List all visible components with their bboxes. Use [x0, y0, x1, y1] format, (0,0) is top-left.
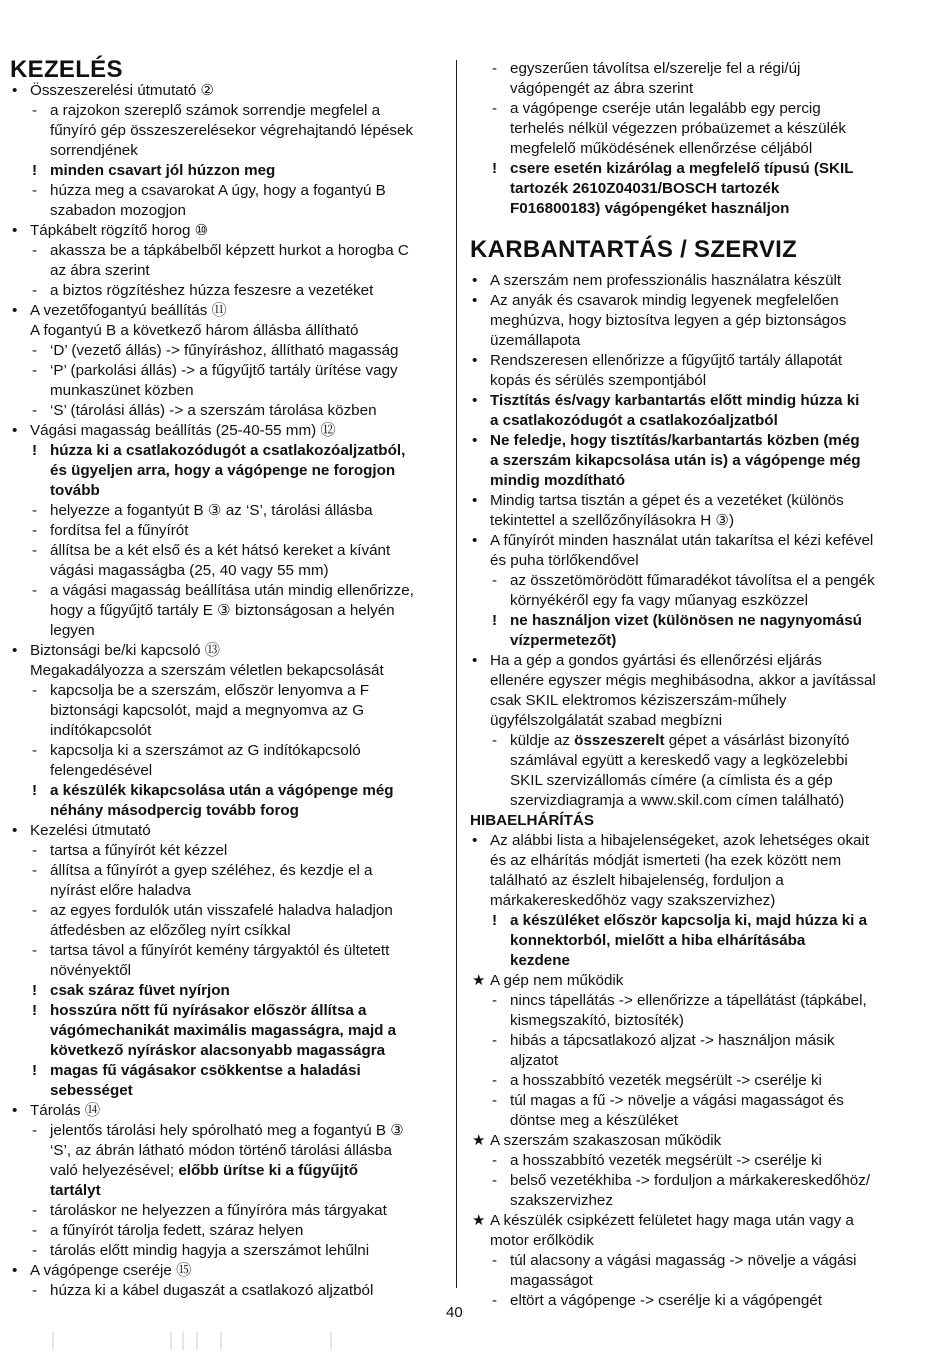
line-text: a szerszám kikapcsolása után is) a vágópenge még [490, 452, 861, 469]
line-text: konnektorból, mielőtt a hiba elhárításába [510, 932, 806, 949]
bullet-icon: • [12, 222, 18, 239]
line-text: kopás és sérülés szempontjából [490, 372, 707, 389]
dash-mark: - [32, 502, 38, 519]
page-number: 40 [446, 1304, 463, 1321]
warning-mark: ! [492, 912, 498, 929]
line-text: állítsa a fűnyírót a gyep széléhez, és kezdje el a [50, 862, 373, 879]
bullet-icon: • [472, 292, 478, 309]
line-text: Kezelési útmutató [30, 822, 151, 839]
line-text: A vezetőfogantyú beállítás ⑪ [30, 302, 227, 319]
dash-mark: - [32, 862, 38, 879]
line-text: ellenére egyszer mégis meghibásodna, akkor a javítással [490, 672, 876, 689]
line-text: a készülék kikapcsolása után a vágópenge még [50, 782, 394, 799]
line-text: biztonsági kapcsolót, majd a megnyomva az G [50, 702, 365, 719]
line-text: a fűnyírót tárolja fedett, száraz helyen [50, 1222, 304, 1239]
line-text: számlával együtt a kereskedő vagy a legközelebbi [510, 752, 848, 769]
dash-mark: - [492, 1172, 498, 1189]
line-text: fordítsa fel a fűnyírót [50, 522, 189, 539]
line-text: húzza ki a kábel dugaszát a csatlakozó aljzatból [50, 1282, 374, 1299]
footer-mark [170, 1332, 172, 1350]
line-text: tartsa a fűnyírót két kézzel [50, 842, 228, 859]
bullet-icon: • [12, 1262, 18, 1279]
line-text: Tisztítás és/vagy karbantartás előtt mindig húzza ki [490, 392, 860, 409]
dash-mark: - [32, 1242, 38, 1259]
bold-span: előbb ürítse ki a fűgyűjtő [178, 1162, 359, 1179]
line-text: eltört a vágópenge -> cserélje ki a vágópengét [510, 1292, 822, 1309]
line-text: túl alacsony a vágási magasság -> növelje a vágási [510, 1252, 857, 1269]
line-text: sorrendjének [50, 142, 138, 159]
dash-mark: - [32, 282, 38, 299]
line-text: található az észlelt hibajelenség, forduljon a [490, 872, 784, 889]
line-text: A gép nem működik [490, 972, 624, 989]
bullet-icon: • [12, 642, 18, 659]
line-text: felengedésével [50, 762, 153, 779]
column-divider [456, 60, 457, 1288]
warning-mark: ! [32, 982, 38, 999]
line-text: az ábra szerint [50, 262, 150, 279]
line-text: állítsa be a két első és a két hátsó kereket a kívánt [50, 542, 391, 559]
line-text: tartozék 2610Z04031/BOSCH tartozék [510, 180, 780, 197]
line-text: vízpermetezőt) [510, 632, 617, 649]
dash-mark: - [32, 542, 38, 559]
line-text: indítókapcsolót [50, 722, 152, 739]
dash-mark: - [492, 1292, 498, 1309]
warning-mark: ! [32, 442, 38, 459]
warning-mark: ! [32, 782, 38, 799]
section-title-karbantartas: KARBANTARTÁS / SZERVIZ [470, 236, 798, 263]
dash-mark: - [32, 1122, 38, 1139]
dash-mark: - [32, 942, 38, 959]
line-text: A szerszám szakaszosan működik [490, 1132, 722, 1149]
dash-mark: - [32, 402, 38, 419]
line-text: a hosszabbító vezeték megsérült -> cserélje ki [510, 1072, 822, 1089]
line-text: ‘D’ (vezető állás) -> fűnyíráshoz, állítható magasság [50, 342, 399, 359]
star-icon: ★ [472, 1132, 486, 1149]
line-text: szabadon mozogjon [50, 202, 186, 219]
footer-mark [52, 1332, 54, 1350]
line-text: megfelelő működésének ellenőrzése céljából [510, 140, 813, 157]
line-text: a vágópenge cseréje után legalább egy percig [510, 100, 821, 117]
line-text: hogy a fűgyűjtő tartály E ③ biztonságosan a helyén [50, 602, 395, 619]
line-text: tartályt [50, 1182, 101, 1199]
bullet-icon: • [472, 352, 478, 369]
line-text: ‘S’, az ábrán látható módon történő tárolási állásba [50, 1142, 392, 1159]
line-text: ne használjon vizet (különösen ne nagynyomású [510, 612, 862, 629]
line-text: A vágópenge cseréje ⑮ [30, 1262, 192, 1279]
footer-mark [182, 1332, 184, 1350]
dash-mark: - [32, 362, 38, 379]
line-text: vágópengét az ábra szerint [510, 80, 694, 97]
line-text: hosszúra nőtt fű nyírásakor először állítsa a [50, 1002, 367, 1019]
line-text: tárolás előtt mindig hagyja a szerszámot lehűlni [50, 1242, 370, 1259]
dash-mark: - [32, 902, 38, 919]
line-text: és az elhárítás módját ismerteti (ha ezek között nem [490, 852, 842, 869]
line-text: csere esetén kizárólag a megfelelő típusú (SKIL [510, 160, 854, 177]
line-text: ‘P’ (parkolási állás) -> a fűgyűjtő tartály ürítése vagy [50, 362, 398, 379]
line-text: kapcsolja be a szerszám, először lenyomva a F [50, 682, 370, 699]
line-text: tekintettel a szellőzőnyílásokra H ③) [490, 512, 735, 529]
dash-mark: - [32, 1222, 38, 1239]
line-text: döntse meg a készüléket [510, 1112, 679, 1129]
dash-mark: - [492, 992, 498, 1009]
line-text: legyen [50, 622, 95, 639]
dash-mark: - [492, 1252, 498, 1269]
line-text: a rajzokon szereplő számok sorrendje megfelel a [50, 102, 381, 119]
line-text: A készülék csipkézett felületet hagy maga után vagy a [490, 1212, 854, 1229]
line-text: tartsa távol a fűnyírót kemény tárgyaktól és ültetett [50, 942, 390, 959]
line-text: vágási magasságba (25, 40 vagy 55 mm) [50, 562, 329, 579]
star-icon: ★ [472, 1212, 486, 1229]
line-text: húzza ki a csatlakozódugót a csatlakozóaljzatból, [50, 442, 406, 459]
line-text: A szerszám nem professzionális használatra készült [490, 272, 842, 289]
line-text: márkakereskedőhöz vagy szakszervizhez) [490, 892, 776, 909]
bullet-icon: • [472, 652, 478, 669]
line-text: egyszerűen távolítsa el/szerelje fel a régi/új [510, 60, 801, 77]
footer-mark [330, 1332, 332, 1350]
dash-mark: - [32, 582, 38, 599]
line-text: A fogantyú B a következő három állásba állítható [30, 322, 359, 339]
line-text: minden csavart jól húzzon meg [50, 162, 276, 179]
line-text: motor erőlködik [490, 1232, 594, 1249]
line-text: vágómechanikát maximális magasságra, majd a [50, 1022, 397, 1039]
line-text: belső vezetékhiba -> forduljon a márkakereskedőhöz/ [510, 1172, 871, 1189]
line-text: csak SKIL elektromos kéziszerszám-műhely [490, 692, 787, 709]
line-text: átfedésben az előzőleg nyírt csíkkal [50, 922, 291, 939]
line-text: üzemállapota [490, 332, 581, 349]
bullet-icon: • [12, 302, 18, 319]
bullet-icon: • [12, 82, 18, 99]
bullet-icon: • [472, 832, 478, 849]
dash-mark: - [492, 572, 498, 589]
line-text: sebességet [50, 1082, 133, 1099]
dash-mark: - [32, 842, 38, 859]
line-text: a hosszabbító vezeték megsérült -> cserélje ki [510, 1152, 822, 1169]
line-text: kapcsolja ki a szerszámot az G indítókapcsoló [50, 742, 361, 759]
line-text: jelentős tárolási hely spórolható meg a fogantyú B ③ [50, 1122, 404, 1139]
bullet-icon: • [12, 422, 18, 439]
line-text: terhelés nélkül végezzen próbaüzemet a készülék [510, 120, 847, 137]
warning-mark: ! [492, 612, 498, 629]
section-title-kezeles: KEZELÉS [10, 56, 123, 83]
footer-mark [220, 1332, 222, 1350]
warning-mark: ! [32, 1062, 38, 1079]
line-text: Tárolás ⑭ [30, 1102, 101, 1119]
line-text: az összetömörödött fűmaradékot távolítsa el a pengék [510, 572, 875, 589]
line-text: Biztonsági be/ki kapcsoló ⑬ [30, 642, 220, 659]
line-text: túl magas a fű -> növelje a vágási magasságot és [510, 1092, 844, 1109]
line-text: néhány másodpercig tovább forog [50, 802, 299, 819]
line-text: való helyezésével; előbb ürítse ki a fűgyűjtő [50, 1162, 359, 1179]
line-text: szervizdiagramja a www.skil.com címen található) [510, 792, 845, 809]
line-text: nincs tápellátás -> ellenőrizze a tápellátást (tápkábel, [510, 992, 867, 1009]
line-text: ‘S’ (tárolási állás) -> a szerszám tárolása közben [50, 402, 377, 419]
line-text: nyírást előre haladva [50, 882, 191, 899]
dash-mark: - [492, 1092, 498, 1109]
tail-span: gépet a vásárlást bizonyító [664, 732, 850, 749]
line-text: Az alábbi lista a hibajelenségeket, azok lehetséges okait [490, 832, 870, 849]
dash-mark: - [492, 60, 498, 77]
dash-mark: - [32, 1282, 38, 1299]
line-text: Vágási magasság beállítás (25-40-55 mm) ⑫ [30, 422, 336, 439]
dash-mark: - [32, 742, 38, 759]
line-text: hibás a tápcsatlakozó aljzat -> használjon másik [510, 1032, 835, 1049]
line-text: Tápkábelt rögzítő horog ⑩ [30, 222, 209, 239]
line-text: tároláskor ne helyezzen a fűnyíróra más tárgyakat [50, 1202, 387, 1219]
line-text: Megakadályozza a szerszám véletlen bekapcsolását [30, 662, 384, 679]
line-text: a készüléket először kapcsolja ki, majd húzza ki a [510, 912, 868, 929]
dash-mark: - [492, 1152, 498, 1169]
warning-mark: ! [32, 162, 38, 179]
bullet-icon: • [472, 532, 478, 549]
warning-mark: ! [32, 1002, 38, 1019]
line-text: Mindig tartsa tisztán a gépet és a vezetéket (különös [490, 492, 844, 509]
dash-mark: - [32, 102, 38, 119]
line-text: magasságot [510, 1272, 593, 1289]
dash-mark: - [492, 1032, 498, 1049]
line-text: ügyfélszolgálatát szabad megbízni [490, 712, 723, 729]
dash-mark: - [32, 182, 38, 199]
dash-mark: - [492, 732, 498, 749]
line-text: akassza be a tápkábelből képzett hurkot a horogba C [50, 242, 409, 259]
bullet-icon: • [472, 432, 478, 449]
dash-mark: - [492, 1072, 498, 1089]
bold-span: összeszerelt [574, 732, 665, 749]
line-text: az egyes fordulók után visszafelé haladva haladjon [50, 902, 393, 919]
line-text: A fűnyírót minden használat után takarítsa el kézi kefével [490, 532, 874, 549]
line-text: F016800183) vágópengéket használjon [510, 200, 790, 217]
line-text: Az anyák és csavarok mindig legyenek megfelelően [490, 292, 839, 309]
line-text: növényektől [50, 962, 132, 979]
bullet-icon: • [12, 822, 18, 839]
footer-mark [196, 1332, 198, 1350]
line-text: Összeszerelési útmutató ② [30, 82, 215, 99]
line-text: kezdene [510, 952, 570, 969]
line-text: Ne feledje, hogy tisztítás/karbantartás közben (még [490, 432, 860, 449]
line-text: fűnyíró gép összeszerelésekor végrehajtandó lépések [50, 122, 414, 139]
bullet-icon: • [12, 1102, 18, 1119]
dash-mark: - [32, 1202, 38, 1219]
line-text: a csatlakozódugót a csatlakozóaljzatból [490, 412, 778, 429]
bullet-icon: • [472, 272, 478, 289]
line-text: és ügyeljen arra, hogy a vágópenge ne forogjon [50, 462, 396, 479]
line-text: a biztos rögzítéshez húzza feszesre a vezetéket [50, 282, 374, 299]
line-text: húzza meg a csavarokat A úgy, hogy a fogantyú B [50, 182, 386, 199]
line-text: helyezze a fogantyút B ③ az ‘S’, tárolási állásba [50, 502, 373, 519]
line-text: és puha törlőkendővel [490, 552, 639, 569]
line-text: küldje az összeszerelt gépet a vásárlást bizonyító [510, 732, 850, 749]
dash-mark: - [32, 682, 38, 699]
bullet-icon: • [472, 392, 478, 409]
dash-mark: - [32, 522, 38, 539]
bullet-icon: • [472, 492, 478, 509]
line-text: magas fű vágásakor csökkentse a haladási [50, 1062, 361, 1079]
warning-mark: ! [492, 160, 498, 177]
line-text: csak száraz füvet nyírjon [50, 982, 230, 999]
line-text: HIBAELHÁRÍTÁS [470, 812, 595, 829]
line-text: munkaszünet közben [50, 382, 194, 399]
line-text: szakszervizhez [510, 1192, 613, 1209]
line-text: Ha a gép a gondos gyártási és ellenőrzési eljárás [490, 652, 822, 669]
star-icon: ★ [472, 972, 486, 989]
dash-mark: - [32, 342, 38, 359]
line-text: környékéről egy fa vagy műanyag eszközzel [510, 592, 808, 609]
line-text: következő nyíráskor alacsonyabb magasságra [50, 1042, 386, 1059]
line-text: tovább [50, 482, 100, 499]
line-text: a vágási magasság beállítása után mindig ellenőrizze, [50, 582, 414, 599]
line-text: SKIL szervizállomás címére (a címlista és a gép [510, 772, 833, 789]
line-text: meghúzva, hogy biztosítva legyen a gép biztonságos [490, 312, 847, 329]
line-text: Rendszeresen ellenőrizze a fűgyűjtő tartály állapotát [490, 352, 843, 369]
line-text: aljzatot [510, 1052, 559, 1069]
dash-mark: - [32, 242, 38, 259]
dash-mark: - [492, 100, 498, 117]
line-text: mindig mozdítható [490, 472, 625, 489]
line-text: kismegszakító, biztosíték) [510, 1012, 684, 1029]
